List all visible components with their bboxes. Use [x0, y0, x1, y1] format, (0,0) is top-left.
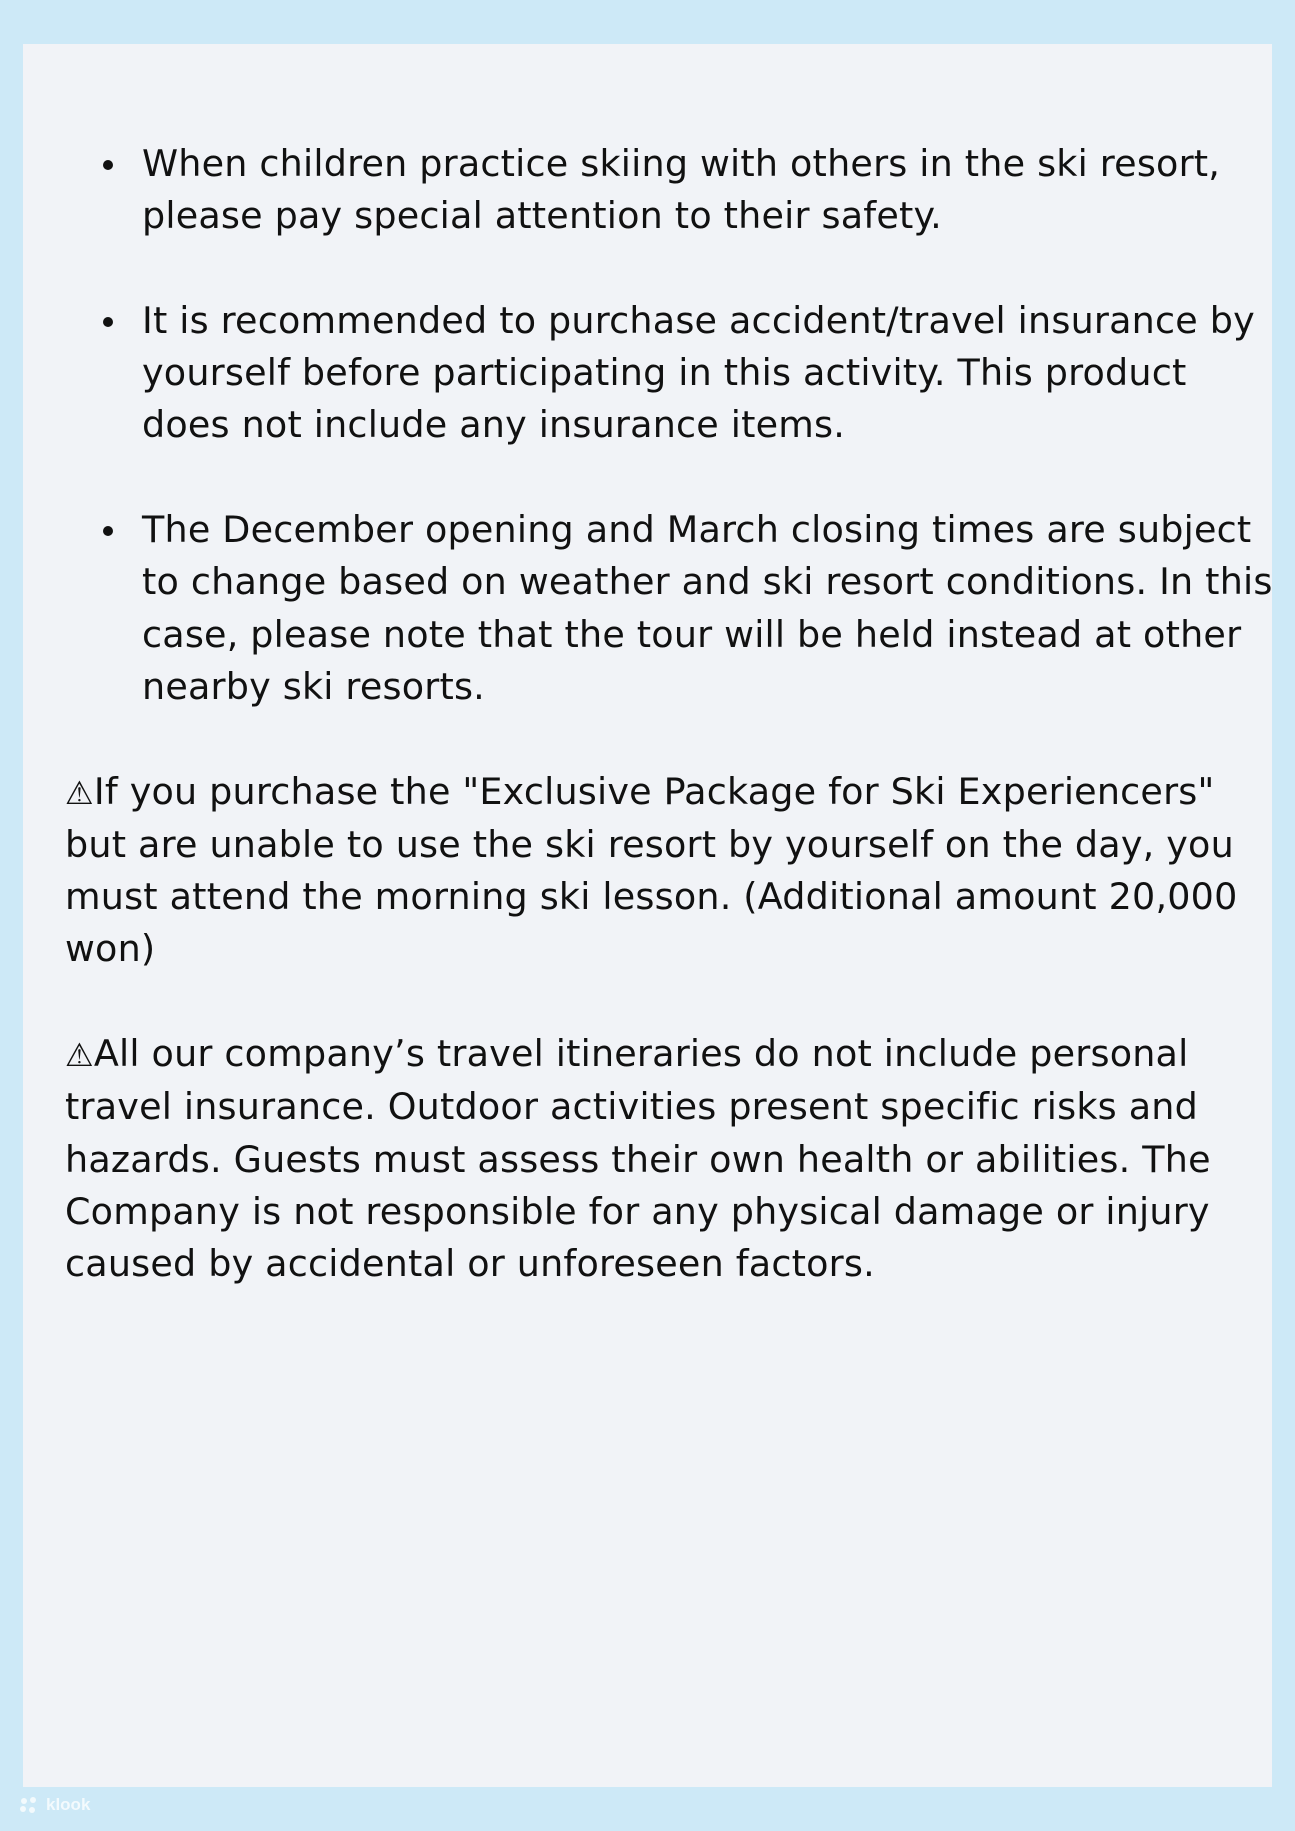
notice-content	[43, 138, 1273, 1343]
bullet-icon	[103, 526, 113, 536]
list-item	[43, 504, 1273, 713]
bullet-icon	[103, 160, 113, 170]
klook-watermark	[18, 1795, 90, 1815]
klook-logo-icon	[18, 1795, 40, 1815]
warning-icon: ⚠	[65, 1036, 94, 1075]
warning-icon: ⚠	[65, 773, 94, 812]
bullet-icon	[103, 317, 113, 327]
bullet-list	[43, 138, 1273, 713]
warning-note-text: All our company’s travel itineraries do not include personal travel insurance. Outdoor activities present specific risks and hazards. Guests must assess their own health or abilities. The Company is not responsible for any physical damage or injury caused by accidental or unforeseen factors.	[65, 1032, 1211, 1286]
list-item	[43, 295, 1273, 452]
bullet-text: The December opening and March closing times are subject to change based on weather and ski resort conditions. In this case, please note that the tour will be held instead at other nearby ski resorts.	[142, 508, 1273, 708]
watermark-label: klook	[46, 1795, 91, 1814]
warning-note-text: If you purchase the "Exclusive Package for Ski Experiencers" but are unable to use the ski resort by yourself on the day, you must attend the morning ski lesson. (Additional amount 20,000 won)	[65, 769, 1238, 971]
list-item	[43, 138, 1273, 243]
warning-note-package	[43, 766, 1273, 976]
warning-note-insurance	[43, 1028, 1273, 1290]
bullet-text: When children practice skiing with others in the ski resort, please pay special attention to their safety.	[142, 142, 1221, 238]
bullet-text: It is recommended to purchase accident/travel insurance by yourself before participating in this activity. This product does not include any insurance items.	[142, 298, 1255, 447]
content-card	[23, 44, 1272, 1787]
